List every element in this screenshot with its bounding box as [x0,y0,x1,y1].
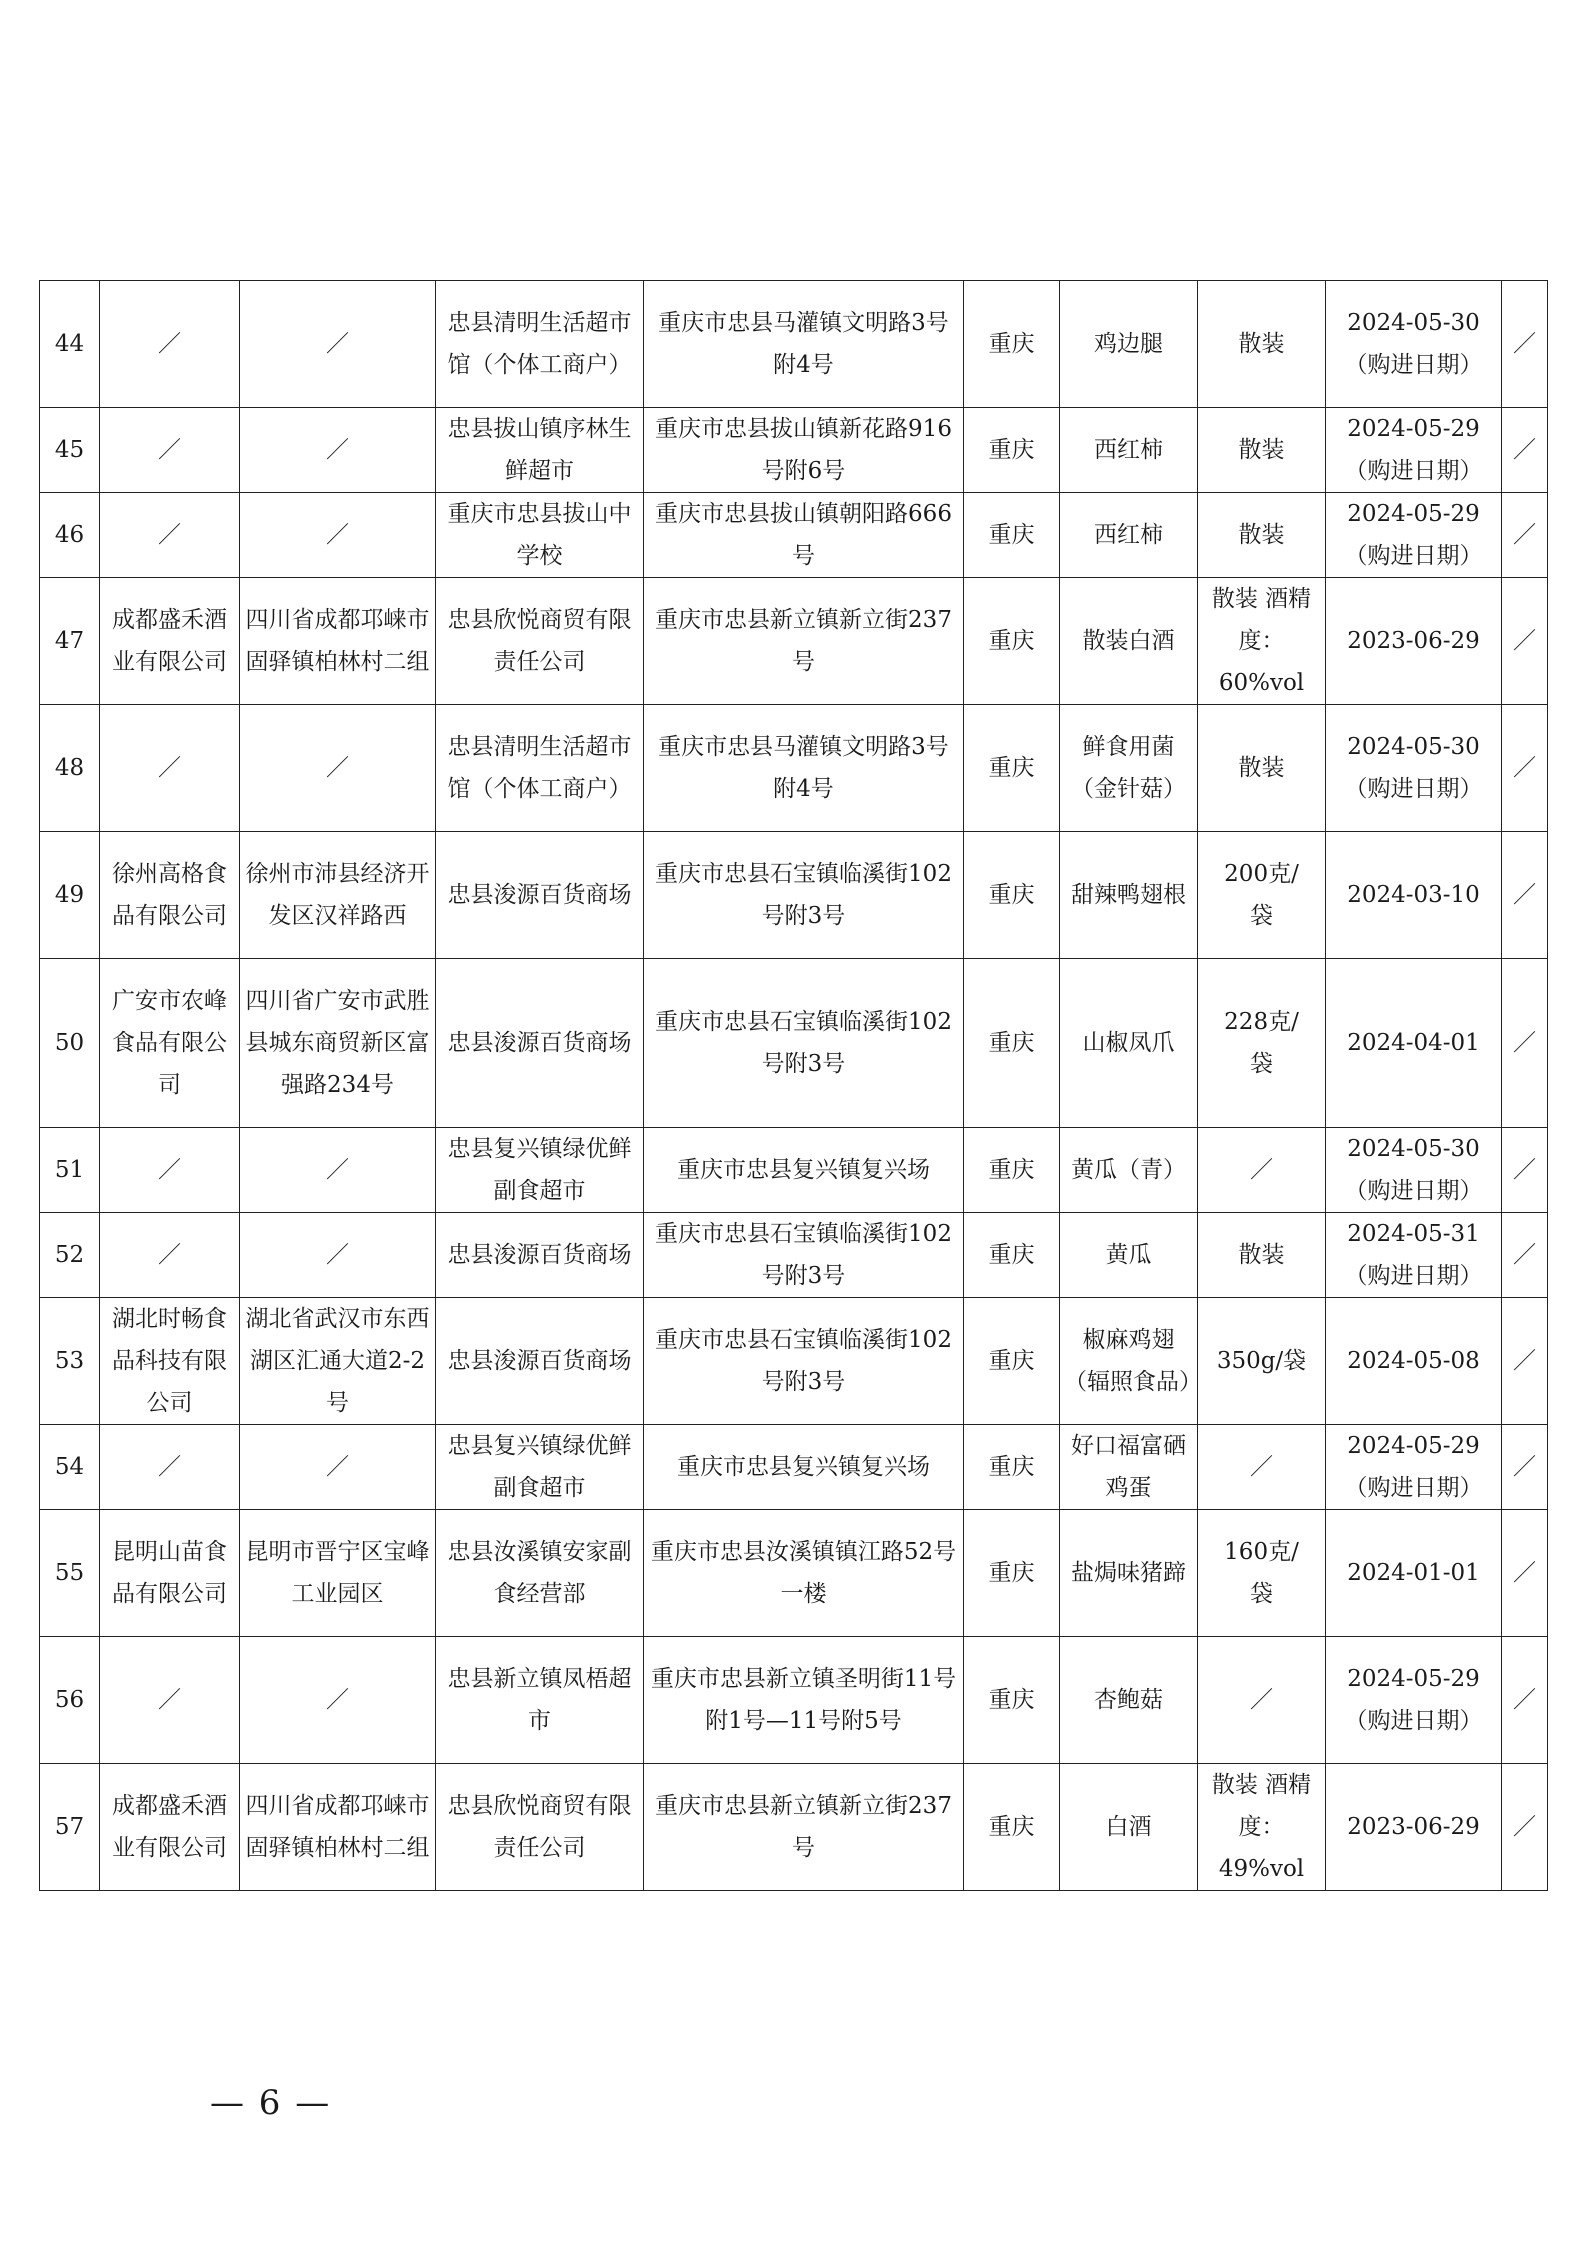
cell-spec: ／ [1198,1128,1326,1213]
table-row [40,959,1548,1128]
cell-product: 白酒 [1060,1764,1198,1891]
cell-region: 重庆 [964,408,1060,493]
cell-seller-addr: 重庆市忠县石宝镇临溪街102号附3号 [644,959,964,1128]
cell-product: 黄瓜 [1060,1213,1198,1298]
table-row [40,1637,1548,1764]
cell-date: 2024-05-29 （购进日期） [1326,1637,1502,1764]
cell-product: 甜辣鸭翅根 [1060,832,1198,959]
cell-product: 杏鲍菇 [1060,1637,1198,1764]
cell-seller: 忠县浚源百货商场 [436,832,644,959]
cell-seller-addr: 重庆市忠县马灌镇文明路3号附4号 [644,705,964,832]
cell-note: ／ [1502,1298,1548,1425]
cell-note: ／ [1502,1637,1548,1764]
cell-spec: 散装 酒精度： 49%vol [1198,1764,1326,1891]
cell-seller-addr: 重庆市忠县复兴镇复兴场 [644,1128,964,1213]
cell-spec: 350g/袋 [1198,1298,1326,1425]
cell-producer-addr: ／ [240,493,436,578]
cell-product: 椒麻鸡翅 （辐照食品） [1060,1298,1198,1425]
cell-producer-addr: ／ [240,1425,436,1510]
sampling-results-table [39,280,1548,1891]
cell-no: 50 [40,959,100,1128]
cell-seller-addr: 重庆市忠县拔山镇朝阳路666号 [644,493,964,578]
table-row [40,1764,1548,1891]
cell-region: 重庆 [964,1510,1060,1637]
cell-note: ／ [1502,578,1548,705]
page-number: — 6 — [210,2083,332,2123]
table-row [40,493,1548,578]
cell-spec: 散装 [1198,408,1326,493]
cell-product: 西红柿 [1060,493,1198,578]
cell-date: 2024-04-01 [1326,959,1502,1128]
cell-producer: 徐州高格食品有限公司 [100,832,240,959]
table-row [40,1213,1548,1298]
cell-seller: 忠县复兴镇绿优鲜副食超市 [436,1425,644,1510]
cell-producer-addr: ／ [240,1637,436,1764]
cell-date: 2023-06-29 [1326,578,1502,705]
cell-region: 重庆 [964,1425,1060,1510]
cell-producer-addr: ／ [240,1128,436,1213]
cell-producer: ／ [100,408,240,493]
cell-product: 好口福富硒鸡蛋 [1060,1425,1198,1510]
cell-note: ／ [1502,1425,1548,1510]
cell-spec: ／ [1198,1425,1326,1510]
cell-producer: 昆明山苗食品有限公司 [100,1510,240,1637]
cell-note: ／ [1502,959,1548,1128]
cell-seller-addr: 重庆市忠县汝溪镇镇江路52号一楼 [644,1510,964,1637]
table-row [40,1298,1548,1425]
cell-note: ／ [1502,408,1548,493]
cell-producer-addr: 四川省成都邛崃市固驿镇柏林村二组 [240,578,436,705]
cell-product: 黄瓜（青） [1060,1128,1198,1213]
cell-seller-addr: 重庆市忠县石宝镇临溪街102号附3号 [644,1213,964,1298]
cell-date: 2024-01-01 [1326,1510,1502,1637]
table-row [40,832,1548,959]
table-row [40,1510,1548,1637]
table-row [40,1128,1548,1213]
cell-date: 2024-05-30 （购进日期） [1326,705,1502,832]
cell-seller: 忠县浚源百货商场 [436,959,644,1128]
cell-seller: 忠县浚源百货商场 [436,1213,644,1298]
cell-region: 重庆 [964,832,1060,959]
cell-producer-addr: 昆明市晋宁区宝峰工业园区 [240,1510,436,1637]
cell-producer-addr: ／ [240,1213,436,1298]
cell-producer: ／ [100,1213,240,1298]
cell-producer-addr: ／ [240,281,436,408]
cell-region: 重庆 [964,281,1060,408]
cell-date: 2024-03-10 [1326,832,1502,959]
cell-no: 47 [40,578,100,705]
cell-producer: 广安市农峰食品有限公司 [100,959,240,1128]
cell-no: 53 [40,1298,100,1425]
cell-no: 51 [40,1128,100,1213]
table-row [40,705,1548,832]
cell-seller: 忠县拔山镇序林生鲜超市 [436,408,644,493]
cell-date: 2024-05-29 （购进日期） [1326,408,1502,493]
cell-date: 2024-05-31 （购进日期） [1326,1213,1502,1298]
cell-seller: 忠县欣悦商贸有限责任公司 [436,1764,644,1891]
cell-note: ／ [1502,493,1548,578]
cell-region: 重庆 [964,1298,1060,1425]
cell-no: 54 [40,1425,100,1510]
cell-date: 2024-05-30 （购进日期） [1326,281,1502,408]
cell-producer: 成都盛禾酒业有限公司 [100,1764,240,1891]
cell-note: ／ [1502,1510,1548,1637]
cell-producer: 成都盛禾酒业有限公司 [100,578,240,705]
cell-note: ／ [1502,1764,1548,1891]
cell-date: 2024-05-29 （购进日期） [1326,493,1502,578]
cell-seller-addr: 重庆市忠县新立镇圣明街11号附1号—11号附5号 [644,1637,964,1764]
cell-no: 56 [40,1637,100,1764]
cell-no: 44 [40,281,100,408]
cell-producer: ／ [100,1425,240,1510]
cell-producer-addr: 四川省广安市武胜县城东商贸新区富强路234号 [240,959,436,1128]
cell-producer: ／ [100,705,240,832]
cell-no: 49 [40,832,100,959]
cell-region: 重庆 [964,1213,1060,1298]
cell-note: ／ [1502,281,1548,408]
cell-region: 重庆 [964,1764,1060,1891]
cell-producer-addr: ／ [240,705,436,832]
cell-producer-addr: ／ [240,408,436,493]
cell-note: ／ [1502,1128,1548,1213]
cell-seller: 忠县浚源百货商场 [436,1298,644,1425]
cell-no: 46 [40,493,100,578]
cell-producer: ／ [100,493,240,578]
cell-region: 重庆 [964,1128,1060,1213]
cell-seller-addr: 重庆市忠县拔山镇新花路916号附6号 [644,408,964,493]
cell-producer-addr: 湖北省武汉市东西湖区汇通大道2-2号 [240,1298,436,1425]
cell-product: 盐焗味猪蹄 [1060,1510,1198,1637]
cell-date: 2024-05-08 [1326,1298,1502,1425]
cell-seller: 忠县新立镇凤梧超市 [436,1637,644,1764]
cell-seller-addr: 重庆市忠县复兴镇复兴场 [644,1425,964,1510]
cell-seller-addr: 重庆市忠县新立镇新立街237号 [644,1764,964,1891]
cell-spec: 散装 [1198,493,1326,578]
cell-region: 重庆 [964,959,1060,1128]
cell-producer: ／ [100,1637,240,1764]
table-row [40,281,1548,408]
cell-spec: 散装 [1198,705,1326,832]
cell-seller: 重庆市忠县拔山中学校 [436,493,644,578]
cell-seller: 忠县清明生活超市馆（个体工商户） [436,281,644,408]
cell-spec: 200克/ 袋 [1198,832,1326,959]
cell-region: 重庆 [964,705,1060,832]
cell-seller-addr: 重庆市忠县石宝镇临溪街102号附3号 [644,832,964,959]
cell-region: 重庆 [964,1637,1060,1764]
cell-spec: 散装 [1198,1213,1326,1298]
table-row [40,578,1548,705]
cell-producer-addr: 四川省成都邛崃市固驿镇柏林村二组 [240,1764,436,1891]
table-row [40,1425,1548,1510]
cell-product: 西红柿 [1060,408,1198,493]
cell-no: 55 [40,1510,100,1637]
cell-seller: 忠县汝溪镇安家副食经营部 [436,1510,644,1637]
cell-producer-addr: 徐州市沛县经济开发区汉祥路西 [240,832,436,959]
table-body [40,281,1548,1891]
cell-spec: 228克/ 袋 [1198,959,1326,1128]
cell-region: 重庆 [964,578,1060,705]
cell-producer: ／ [100,1128,240,1213]
cell-no: 45 [40,408,100,493]
cell-seller: 忠县清明生活超市馆（个体工商户） [436,705,644,832]
cell-no: 52 [40,1213,100,1298]
cell-date: 2024-05-29 （购进日期） [1326,1425,1502,1510]
cell-spec: ／ [1198,1637,1326,1764]
cell-region: 重庆 [964,493,1060,578]
cell-no: 48 [40,705,100,832]
cell-spec: 散装 [1198,281,1326,408]
cell-producer: ／ [100,281,240,408]
cell-spec: 散装 酒精度： 60%vol [1198,578,1326,705]
cell-seller-addr: 重庆市忠县马灌镇文明路3号附4号 [644,281,964,408]
cell-date: 2024-05-30 （购进日期） [1326,1128,1502,1213]
cell-note: ／ [1502,832,1548,959]
cell-producer: 湖北时畅食品科技有限公司 [100,1298,240,1425]
cell-seller: 忠县欣悦商贸有限责任公司 [436,578,644,705]
cell-seller: 忠县复兴镇绿优鲜副食超市 [436,1128,644,1213]
cell-product: 山椒凤爪 [1060,959,1198,1128]
cell-product: 鲜食用菌 （金针菇） [1060,705,1198,832]
cell-date: 2023-06-29 [1326,1764,1502,1891]
cell-seller-addr: 重庆市忠县石宝镇临溪街102号附3号 [644,1298,964,1425]
table-row [40,408,1548,493]
cell-spec: 160克/ 袋 [1198,1510,1326,1637]
cell-seller-addr: 重庆市忠县新立镇新立街237号 [644,578,964,705]
cell-note: ／ [1502,705,1548,832]
cell-product: 鸡边腿 [1060,281,1198,408]
cell-note: ／ [1502,1213,1548,1298]
cell-product: 散装白酒 [1060,578,1198,705]
cell-no: 57 [40,1764,100,1891]
